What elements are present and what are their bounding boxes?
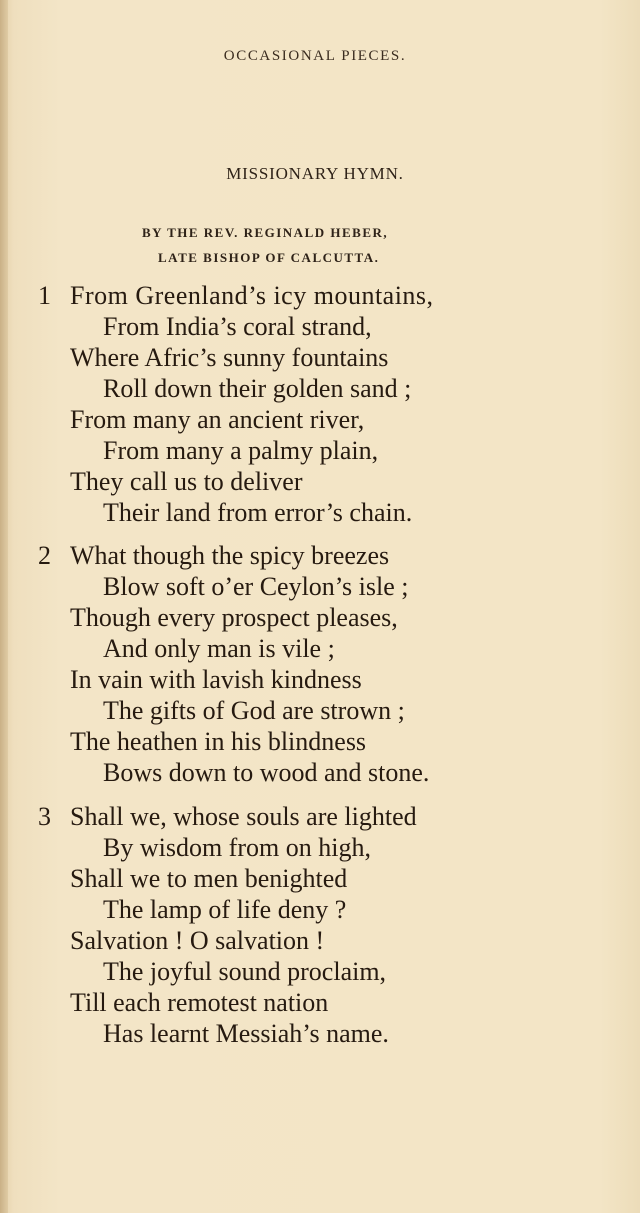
stanza-3-line-2: By wisdom from on high, — [103, 833, 371, 862]
stanza-3-line-8: Has learnt Messiah’s name. — [103, 1019, 389, 1048]
running-head: OCCASIONAL PIECES. — [223, 48, 407, 64]
stanza-2-line-7: The heathen in his blindness — [70, 727, 367, 756]
stanza-2-line-2: Blow soft o’er Ceylon’s isle ; — [103, 572, 409, 601]
stanza-1-line-4: Roll down their golden sand ; — [103, 374, 412, 403]
stanza-2-line-4: And only man is vile ; — [103, 634, 335, 663]
stanza-1-number: 1 — [38, 281, 51, 310]
stanza-3-line-3: Shall we to men benighted — [70, 864, 348, 893]
stanza-3-line-4: The lamp of life deny ? — [103, 895, 347, 924]
stanza-3-line-7: Till each remotest nation — [70, 988, 329, 1017]
stanza-1-line-8: Their land from error’s chain. — [103, 498, 413, 527]
stanza-1-line-7: They call us to deliver — [70, 467, 303, 496]
stanza-2-line-6: The gifts of God are strown ; — [103, 696, 405, 725]
stanza-2-line-3: Though every prospect pleases, — [70, 603, 398, 632]
hymn-title: MISSIONARY HYMN. — [226, 164, 404, 183]
stanza-3-line-5: Salvation ! O salvation ! — [70, 926, 325, 955]
stanza-1-line-1: From Greenland’s icy mountains, — [70, 281, 434, 310]
stanza-2-line-8: Bows down to wood and stone. — [103, 758, 430, 787]
stanza-2-line-1: What though the spicy breezes — [70, 541, 390, 570]
stanza-2-line-5: In vain with lavish kindness — [70, 665, 362, 694]
stanza-1-line-3: Where Afric’s sunny fountains — [70, 343, 389, 372]
stanza-2-number: 2 — [38, 541, 51, 570]
stanza-1-line-6: From many a palmy plain, — [103, 436, 379, 465]
stanza-3-line-6: The joyful sound proclaim, — [103, 957, 387, 986]
byline-line-1: BY THE REV. REGINALD HEBER, — [142, 225, 389, 240]
stanza-3-line-1: Shall we, whose souls are lighted — [70, 802, 417, 831]
stanza-1-line-2: From India’s coral strand, — [103, 312, 372, 341]
stanza-1-line-5: From many an ancient river, — [70, 405, 365, 434]
stanza-3-number: 3 — [38, 802, 51, 831]
byline-line-2: LATE BISHOP OF CALCUTTA. — [158, 250, 380, 265]
